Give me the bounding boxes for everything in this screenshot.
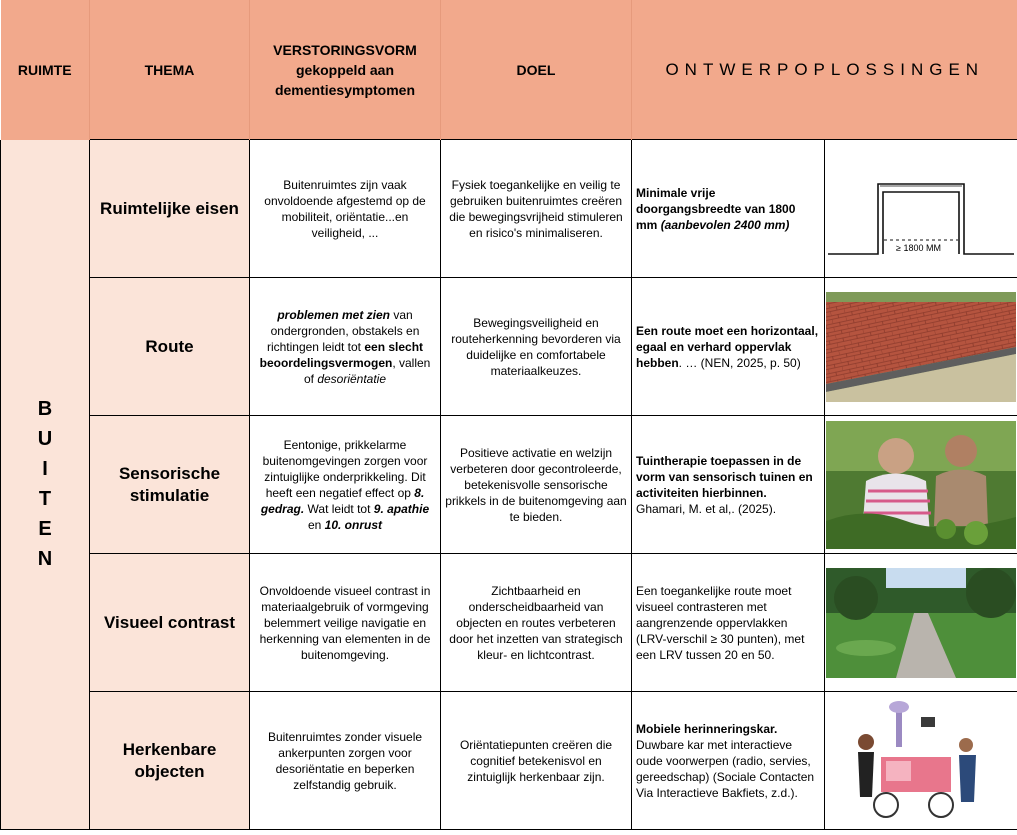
space-label (1, 140, 90, 830)
space-letter: E (38, 518, 52, 541)
disturbance-cell: Buitenruimtes zonder visuele ankerpunten zorgen voor desoriëntatie en beperken zelfstandig gebruik. (250, 692, 441, 830)
solution-cell: Een toegankelijke route moet visueel contrasteren met aangrenzende oppervlakken (LRV-verschil ≥ 30 punten), met een LRV tussen 20 en 50. (632, 554, 825, 692)
goal-cell: Fysiek toegankelijke en veilig te gebruiken buitenruimtes creëren die bewegingsvrijheid stimuleren en risico's minimaliseren. (441, 140, 632, 278)
disturbance-cell: Onvoldoende visueel contrast in materiaalgebruik of vormgeving belemmert veilige navigatie en herkenning van elementen in de buitenomgeving. (250, 554, 441, 692)
solution-image-cell (825, 416, 1017, 554)
garden-therapy-photo (826, 421, 1016, 549)
space-letter: I (42, 458, 48, 481)
theme-cell: Herkenbare objecten (90, 692, 250, 830)
table-row (1, 692, 1017, 830)
goal-cell: Positieve activatie en welzijn verbeteren door gecontroleerde, betekenisvolle sensorische prikkels in de buitenomgeving aan te bieden. (441, 416, 632, 554)
solution-text: Minimale vrije doorgangsbreedte van 1800 mm (aanbevolen 2400 mm) (636, 185, 796, 232)
table-row (1, 278, 1017, 416)
sketch-label: ≥ 1800 MM (896, 242, 941, 253)
disturbance-cell: problemen met zien van ondergronden, obstakels en richtingen leidt tot een slecht beoordelingsvermogen, vallen of desoriëntatie (250, 278, 441, 416)
brick-path-photo (826, 292, 1016, 402)
solution-cell: Een route moet een horizontaal, egaal en verhard oppervlak hebben. … (NEN, 2025, p. 50) (632, 278, 825, 416)
theme-cell: Visueel contrast (90, 554, 250, 692)
goal-cell: Bewegingsveiligheid en routeherkenning bevorderen via duidelijke en comfortabele materiaalkeuzes. (441, 278, 632, 416)
solution-image-cell (825, 278, 1017, 416)
solution-cell: Tuintherapie toepassen in de vorm van sensorisch tuinen en activiteiten hierbinnen. Ghamari, M. et al,. (2025). (632, 416, 825, 554)
table-row (1, 554, 1017, 692)
header-thema: THEMA (90, 0, 250, 140)
theme-cell: Ruimtelijke eisen (90, 140, 250, 278)
header-row (1, 0, 1017, 140)
space-letter: T (38, 488, 52, 511)
table-row (1, 140, 1017, 278)
header-ontwerpoplossingen: ONTWERPOPLOSSINGEN (632, 0, 1017, 140)
table-row (1, 416, 1017, 554)
solution-image-cell (825, 554, 1017, 692)
space-letter: N (37, 548, 53, 571)
solution-cell (632, 140, 825, 278)
garden-path-photo (826, 568, 1016, 678)
solution-image-cell (825, 140, 1017, 278)
space-letter: B (37, 398, 53, 421)
memory-cart-photo (826, 697, 1016, 825)
space-letter: U (37, 428, 53, 451)
header-verstoringsvorm: VERSTORINGSVORM gekoppeld aan dementiesymptomen (250, 0, 441, 140)
doorway-sketch-image (826, 154, 1016, 264)
disturbance-cell: Buitenruimtes zijn vaak onvoldoende afgestemd op de mobiliteit, oriëntatie...en veiligheid, ... (250, 140, 441, 278)
disturbance-cell: Eentonige, prikkelarme buitenomgevingen zorgen voor zintuiglijke onderprikkeling. Dit heeft een negatief effect op 8. gedrag. Wat leidt tot 9. apathie en 10. onrust (250, 416, 441, 554)
solution-image-cell (825, 692, 1017, 830)
header-ruimte: RUIMTE (1, 0, 90, 140)
solution-cell: Mobiele herinneringskar. Duwbare kar met interactieve oude voorwerpen (radio, servies, gereedschap) (Sociale Contacten Via Interactieve Bakfiets, z.d.). (632, 692, 825, 830)
goal-cell: Zichtbaarheid en onderscheidbaarheid van objecten en routes verbeteren door het inzetten van strategisch kleur- en lichtcontrast. (441, 554, 632, 692)
header-doel: DOEL (441, 0, 632, 140)
theme-cell: Sensorische stimulatie (90, 416, 250, 554)
goal-cell: Oriëntatiepunten creëren die cognitief betekenisvol en zintuiglijk herkenbaar zijn. (441, 692, 632, 830)
theme-cell: Route (90, 278, 250, 416)
